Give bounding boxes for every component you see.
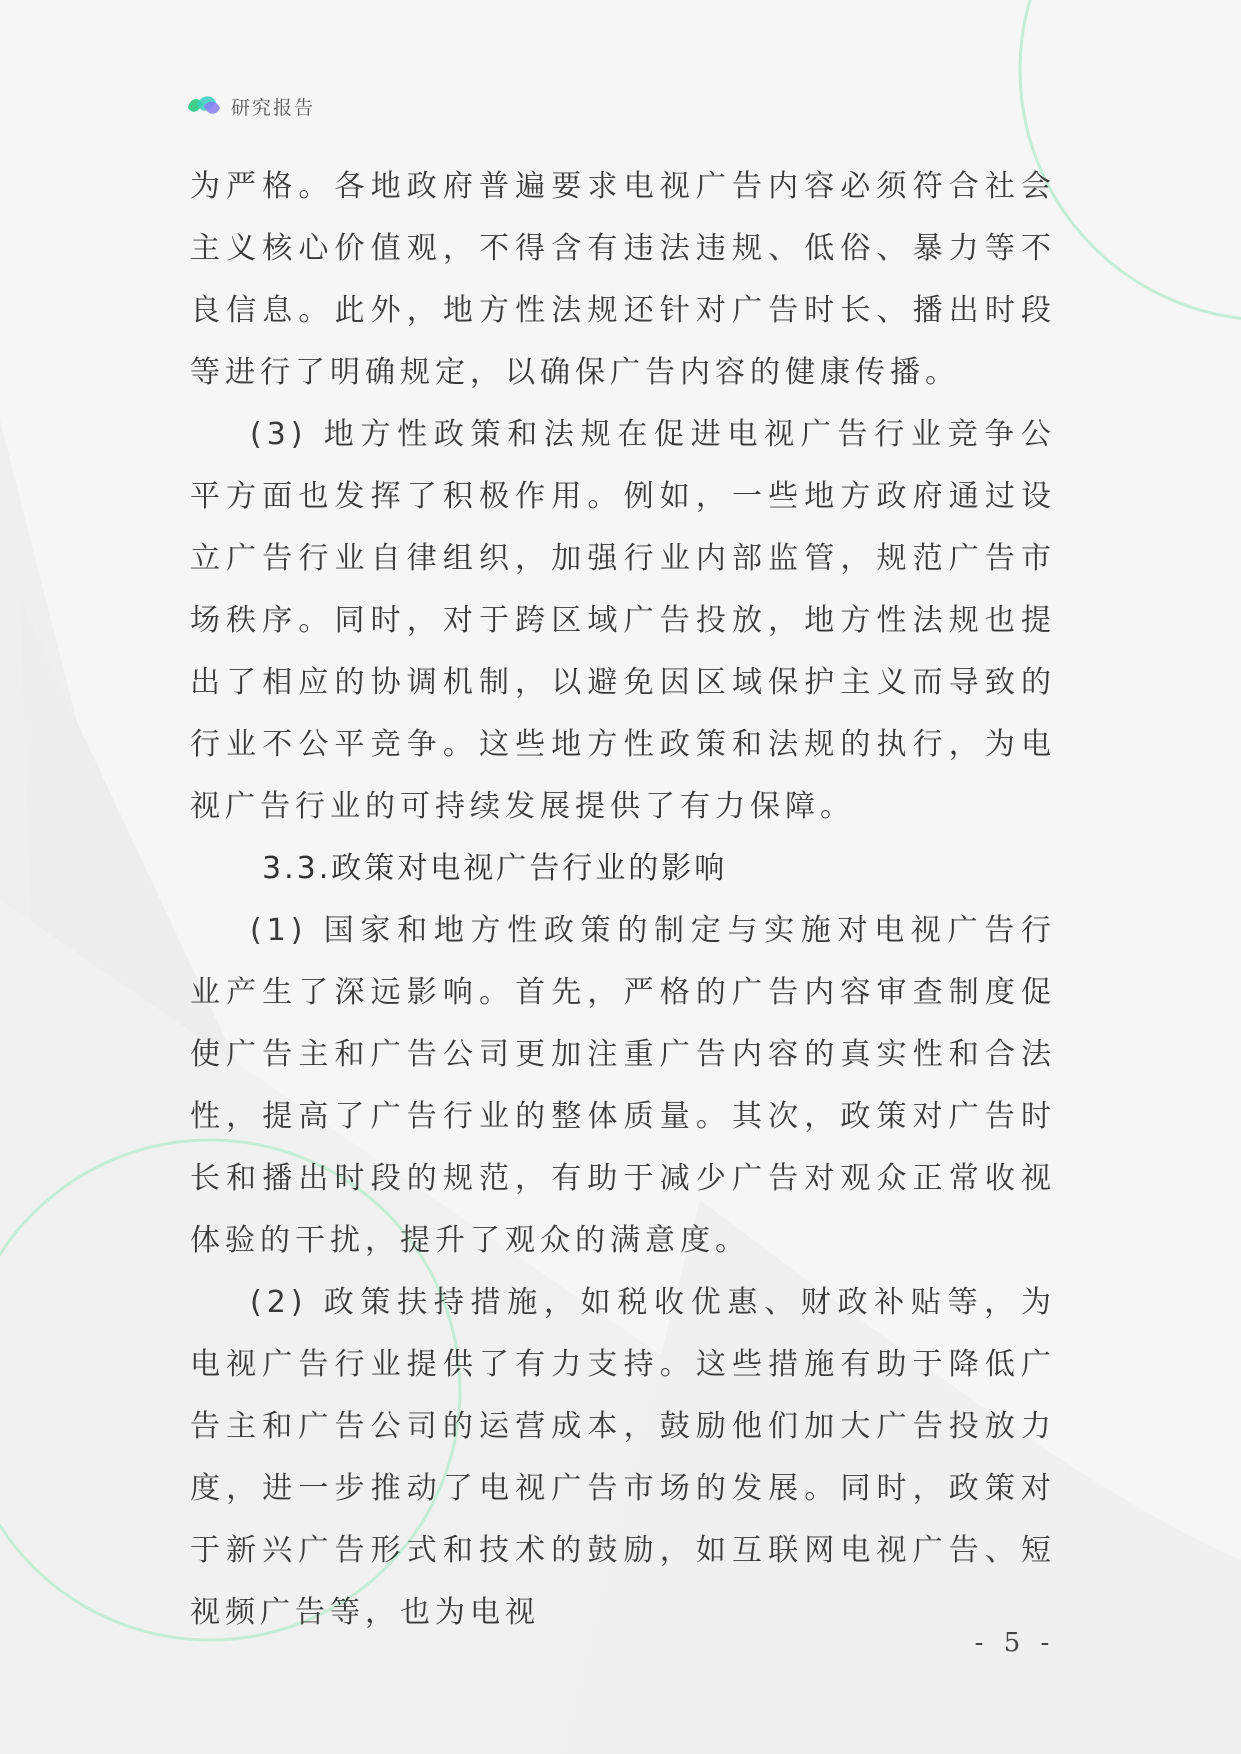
paragraph-continuation: 为严格。各地政府普遍要求电视广告内容必须符合社会主义核心价值观，不得含有违法违规、低俗、暴力等不良信息。此外，地方性法规还针对广告时长、播出时段等进行了明确规定，以确保广告内容的健康传播。 <box>190 169 1056 390</box>
header-title: 研究报告 <box>231 96 316 119</box>
page-number: - 5 - <box>974 1628 1056 1658</box>
brand-logo-icon <box>186 90 222 122</box>
paragraph-impact-2: (2) 政策扶持措施，如税收优惠、财政补贴等，为电视广告行业提供了有力支持。这些措施有助于降低广告主和广告公司的运营成本，鼓励他们加大广告投放力度，进一步推动了电视广告市场的发展。同时，政策对于新兴广告形式和技术的鼓励，如互联网电视广告、短视频广告等，也为电视 <box>190 1285 1056 1630</box>
section-heading-3-3: 3.3.政策对电视广告行业的影响 <box>262 851 728 886</box>
paragraph-local-policy-3: (3) 地方性政策和法规在促进电视广告行业竞争公平方面也发挥了积极作用。例如，一些地方政府通过设立广告行业自律组织，加强行业内部监管，规范广告市场秩序。同时，对于跨区域广告投放，地方性法规也提出了相应的协调机制，以避免因区域保护主义而导致的行业不公平竞争。这些地方性政策和法规的执行，为电视广告行业的可持续发展提供了有力保障。 <box>190 417 1056 824</box>
report-header <box>186 88 315 124</box>
paragraph-impact-1: (1) 国家和地方性政策的制定与实施对电视广告行业产生了深远影响。首先，严格的广告内容审查制度促使广告主和广告公司更加注重广告内容的真实性和合法性，提高了广告行业的整体质量。其次，政策对广告时长和播出时段的规范，有助于减少广告对观众正常收视体验的干扰，提升了观众的满意度。 <box>190 913 1056 1258</box>
report-body <box>190 156 1056 1644</box>
